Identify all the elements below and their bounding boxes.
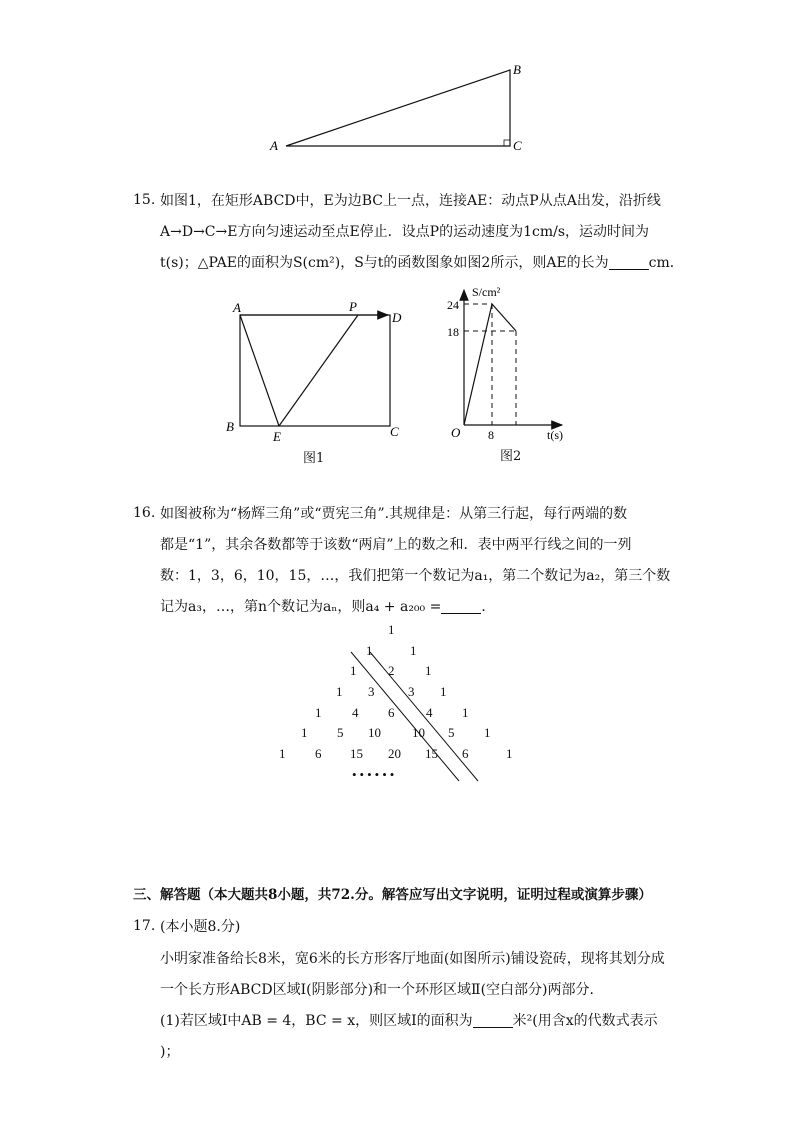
tri-cell: 15: [350, 746, 363, 761]
fig2-ylabel: S/cm²: [472, 285, 501, 299]
q17-line2: 一个长方形ABCD区域Ⅰ(阴影部分)和一个环形区域Ⅱ(空白部分)两部分．: [160, 982, 604, 998]
fig2-x8: 8: [488, 428, 494, 442]
tri-cell: 1: [279, 746, 286, 761]
tri-cell: 1: [366, 643, 373, 658]
tri-cell: 4: [352, 705, 359, 720]
fig1-e: E: [273, 429, 281, 444]
tri-cell: 1: [336, 684, 343, 699]
q15-number: 15.: [133, 192, 156, 208]
answer-blank: [473, 1011, 513, 1028]
q15-line2: A→D→C→E方向匀速运动至点E停止．设点P的运动速度为1cm/s，运动时间为: [160, 224, 650, 240]
tri-cell: 5: [337, 725, 344, 740]
q15-line3-text: t(s)；△PAE的面积为S(cm²)，S与t的函数图象如图2所示，则AE的长为: [160, 255, 609, 271]
tri-cell: 6: [462, 746, 469, 761]
tri-cell: 20: [388, 746, 401, 761]
tri-cell: 1: [410, 643, 417, 658]
q17-part1-unit: 米²(用含x的代数式表示: [512, 1013, 658, 1029]
fig1-caption: 图1: [303, 451, 325, 466]
tri-cell: 1: [350, 663, 357, 678]
q16-line4-text: 记为a₃，…，第n个数记为aₙ，则a₄ + a₂₀₀ =: [160, 599, 442, 615]
tri-cell: 4: [426, 705, 433, 720]
tri-cell: 1: [315, 705, 322, 720]
tri-cell: 1: [425, 663, 432, 678]
q17-part1-text: (1)若区域Ⅰ中AB = 4，BC = x，则区域Ⅰ的面积为: [160, 1013, 473, 1029]
fig2-y18: 18: [447, 325, 459, 339]
tri-cell: 6: [315, 746, 322, 761]
tri-cell: 6: [388, 705, 395, 720]
fig2-y24: 24: [447, 298, 459, 312]
q17-line1: 小明家准备给长8米，宽6米的长方形客厅地面(如图所示)铺设瓷砖，现将其划分成: [160, 951, 665, 967]
tri-cell: 1: [301, 725, 308, 740]
label-b: B: [513, 62, 521, 77]
tri-cell: 10: [412, 725, 425, 740]
q16-number: 16.: [133, 505, 156, 521]
q17-number: 17.: [133, 918, 156, 934]
tri-cell: 1: [462, 705, 469, 720]
tri-cell: 1: [484, 725, 491, 740]
tri-cell: 15: [425, 746, 438, 761]
fig2-xlabel: t(s): [547, 428, 563, 442]
fig1-a: A: [233, 300, 241, 315]
q17-points: (本小题8.分): [160, 919, 241, 935]
fig1-d: D: [392, 310, 402, 325]
tri-cell: 2: [388, 663, 395, 678]
q17-part1-end: )；: [160, 1044, 180, 1060]
fig2-origin: O: [451, 425, 461, 440]
tri-dots: ••••••: [352, 767, 398, 782]
q15-line3-unit: cm．: [648, 255, 684, 271]
q17-part1: [160, 1006, 658, 1037]
tri-cell: 1: [388, 622, 395, 637]
q16-line3: 数：1，3，6，10，15，…，我们把第一个数记为a₁，第二个数记为a₂，第三个数: [160, 568, 671, 584]
tri-cell: 3: [368, 684, 375, 699]
fig1-c: C: [390, 424, 399, 439]
label-c: C: [513, 138, 522, 153]
tri-cell: 1: [440, 684, 447, 699]
tri-cell: 10: [368, 725, 381, 740]
fig1-p: P: [349, 299, 357, 314]
tri-cell: 3: [408, 684, 415, 699]
q16-line1: 如图被称为“杨辉三角”或“贾宪三角”.其规律是：从第三行起，每行两端的数: [160, 506, 628, 522]
q16-line4-end: ．: [481, 599, 496, 615]
q15-line1: 如图1，在矩形ABCD中，E为边BC上一点，连接AE：动点P从点A出发，沿折线: [160, 193, 661, 209]
section3-heading: 三、解答题（本大题共8小题，共72.分。解答应写出文字说明，证明过程或演算步骤）: [133, 887, 652, 903]
fig2-caption: 图2: [500, 449, 522, 464]
tri-cell: 5: [448, 725, 455, 740]
label-a: A: [270, 138, 278, 153]
tri-cell: 1: [506, 746, 513, 761]
fig1-b: B: [226, 419, 234, 434]
q16-line2: 都是“1”，其余各数都等于该数“两肩”上的数之和．表中两平行线之间的一列: [160, 537, 632, 553]
